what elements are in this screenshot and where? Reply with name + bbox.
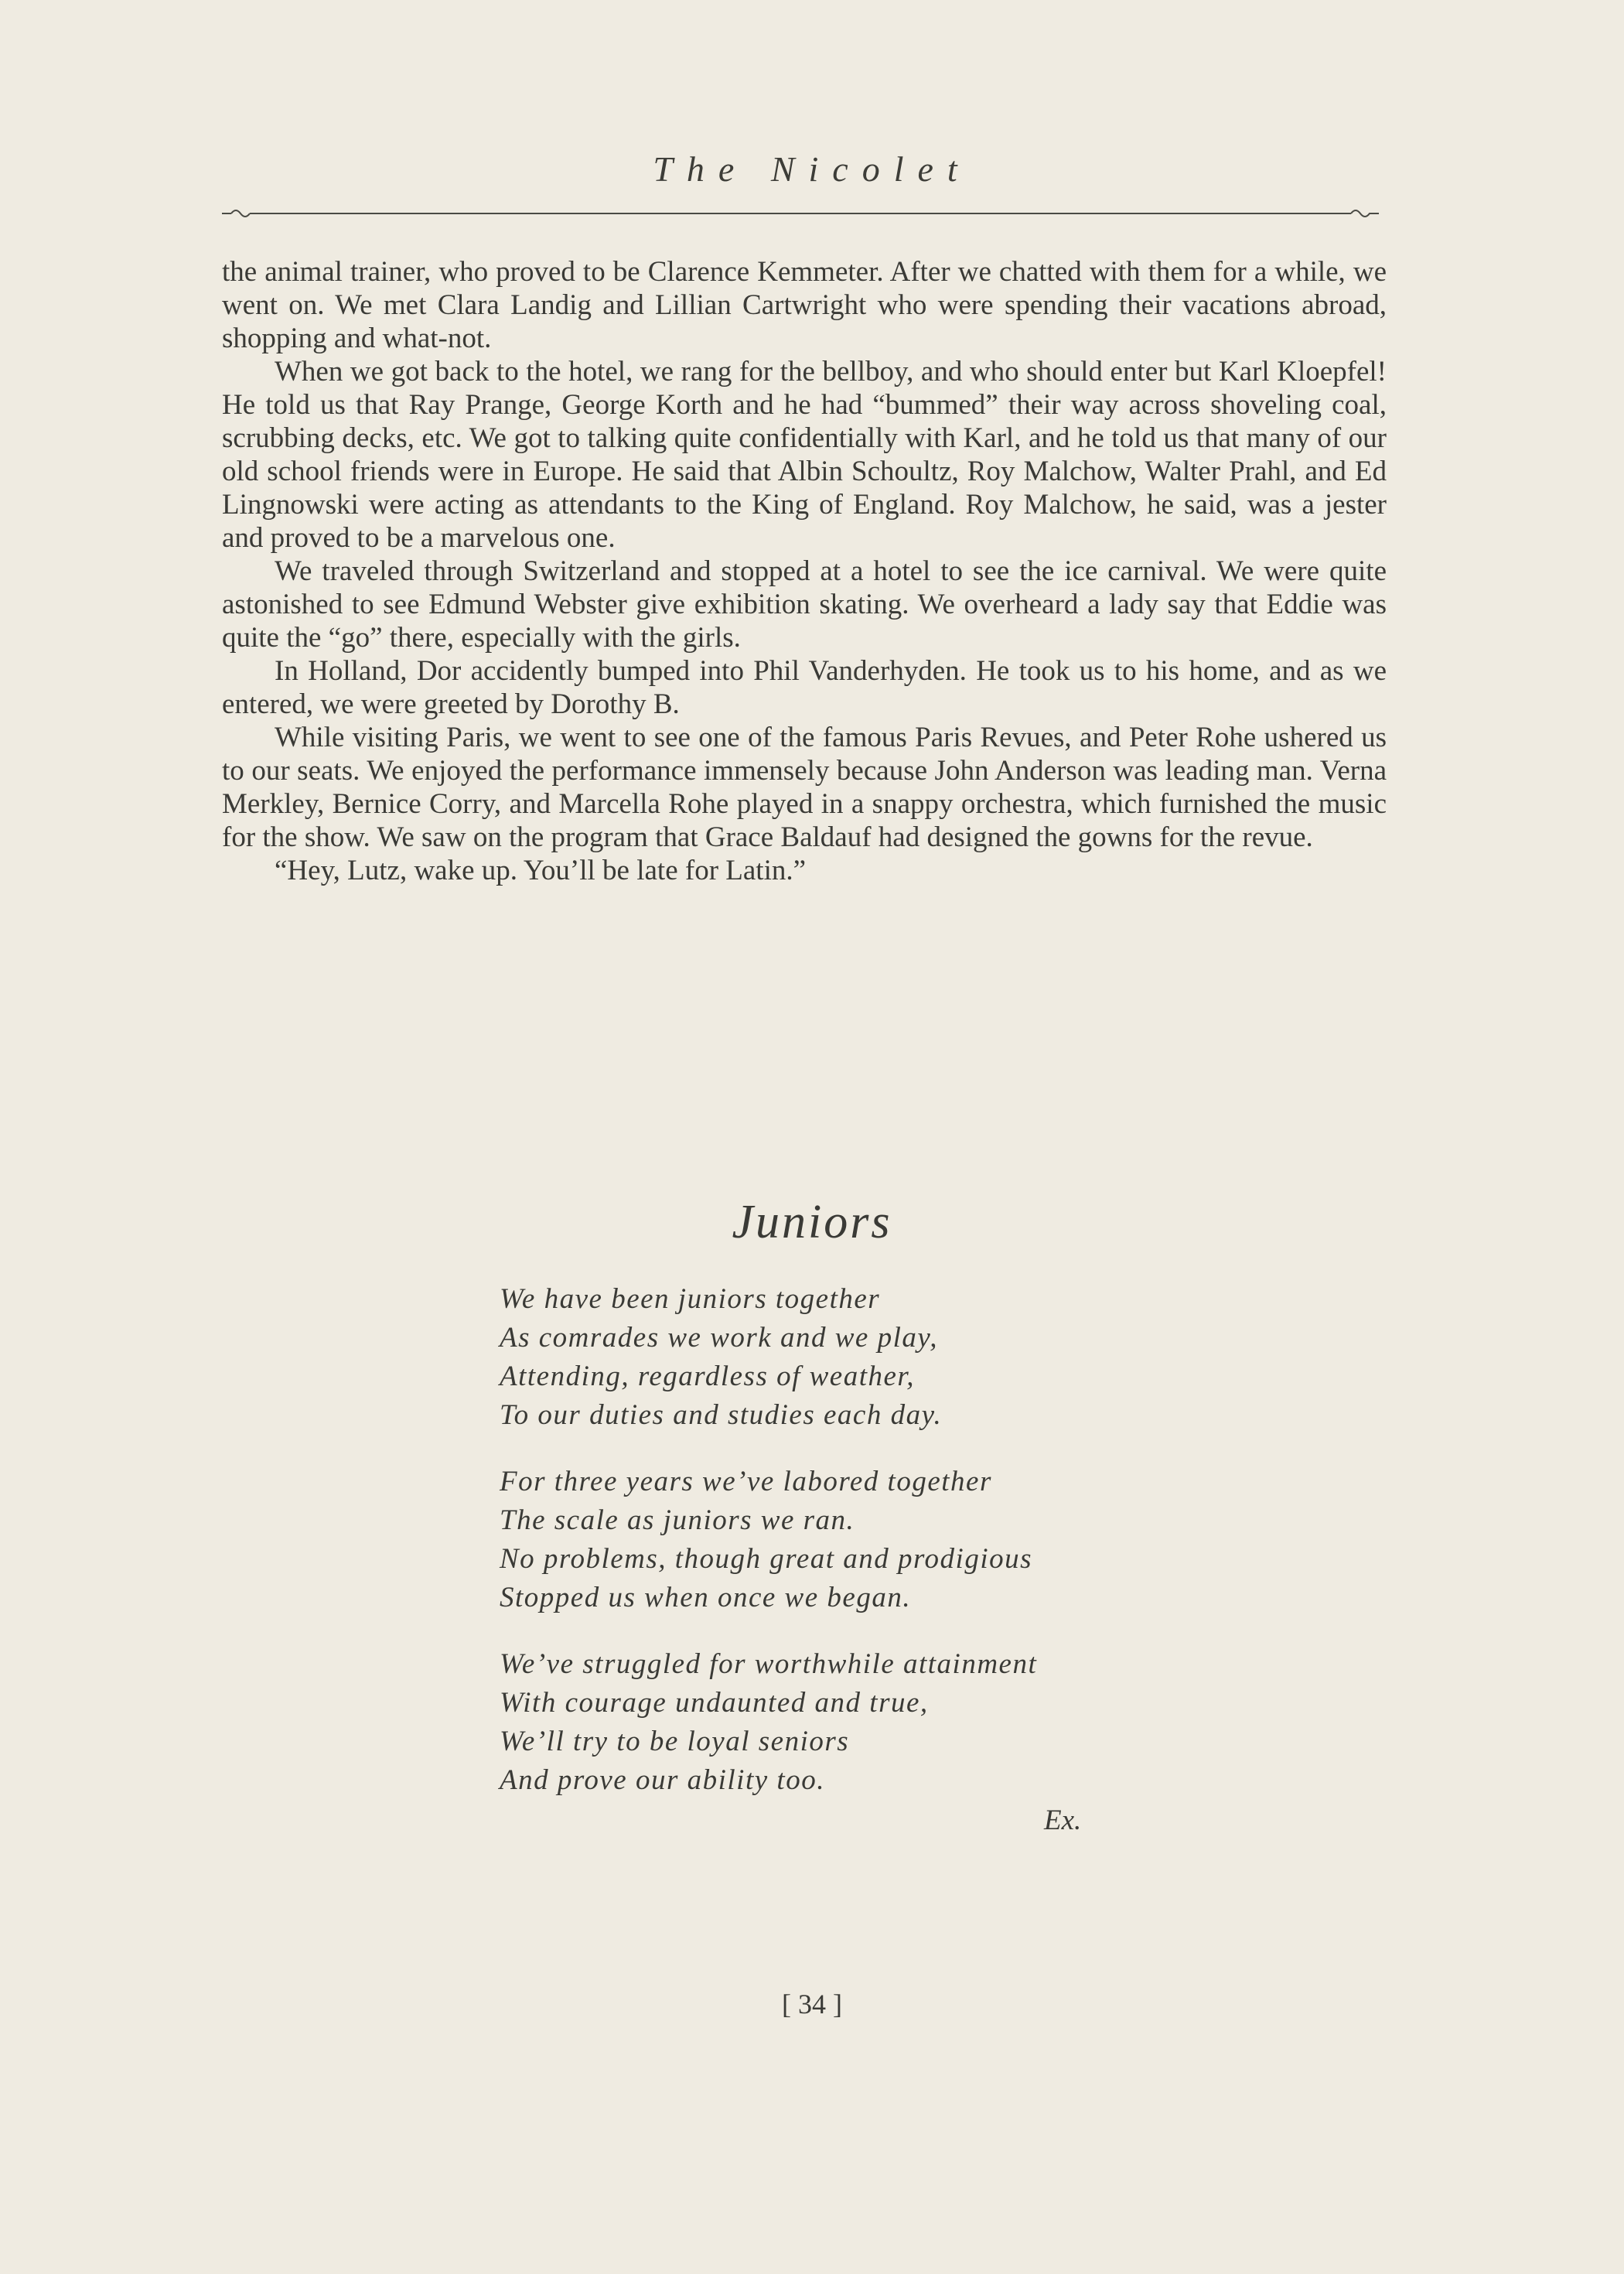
poem-line: And prove our ability too. <box>500 1764 825 1796</box>
poem-line: With courage undaunted and true, <box>500 1687 929 1719</box>
poem <box>500 1280 1134 1828</box>
poem-line: We’ll try to be loyal seniors <box>500 1726 850 1757</box>
article-paragraph: When we got back to the hotel, we rang for the bellboy, and who should enter but Karl Kloepfel! He told us that Ray Prange, George Korth and he had “bummed” their way across shoveling coal, scrubbing decks, etc. We got to talking quite confidentially with Karl, and he told us that many of our old school friends were in Europe. He said that Albin Schoultz, Roy Malchow, Walter Prahl, and Ed Lingnowski were acting as attendants to the King of England. Roy Malchow, he said, was a jester and proved to be a marvelous one. <box>222 356 1387 554</box>
poem-line: As comrades we work and we play, <box>500 1322 938 1354</box>
poem-line: The scale as juniors we ran. <box>500 1504 855 1536</box>
poem-title: Juniors <box>732 1196 892 1248</box>
left-flourish-icon <box>222 210 250 217</box>
poem-line: To our duties and studies each day. <box>500 1399 943 1431</box>
article-paragraph: the animal trainer, who proved to be Clarence Kemmeter. After we chatted with them for a while, we went on. We met Clara Landig and Lillian Cartwright who were spending their vacations abroad, shopping and what-not. <box>222 256 1387 354</box>
poem-stanza <box>500 1463 1134 1617</box>
article-paragraph: “Hey, Lutz, wake up. You’ll be late for Latin.” <box>275 855 807 886</box>
poem-attribution: Ex. <box>1044 1805 1082 1836</box>
poem-line: For three years we’ve labored together <box>500 1466 992 1497</box>
poem-stanza <box>500 1280 1134 1435</box>
article-paragraph: We traveled through Switzerland and stopped at a hotel to see the ice carnival. We were quite astonished to see Edmund Webster give exhibition skating. We overheard a lady say that Eddie was quite the “go” there, especially with the girls. <box>222 555 1387 654</box>
article-paragraph: While visiting Paris, we went to see one of the famous Paris Revues, and Peter Rohe ushered us to our seats. We enjoyed the performance immensely because John Anderson was leading man. Verna Merkley, Bernice Corry, and Marcella Rohe played in a snappy orchestra, which furnished the music for the show. We saw on the program that Grace Baldauf had designed the gowns for the revue. <box>222 722 1387 853</box>
article-paragraph: In Holland, Dor accidently bumped into Phil Vanderhyden. He took us to his home, and as we entered, we were greeted by Dorothy B. <box>222 655 1387 720</box>
poem-line: We’ve struggled for worthwhile attainment <box>500 1648 1038 1680</box>
poem-line: Attending, regardless of weather, <box>500 1361 915 1392</box>
page-number: [ 34 ] <box>782 1989 842 2020</box>
article-body <box>222 255 1387 887</box>
running-title: The Nicolet <box>653 149 971 189</box>
poem-line: We have been juniors together <box>500 1283 881 1315</box>
header-rule <box>220 200 1380 223</box>
right-flourish-icon <box>1351 210 1379 217</box>
poem-line: Stopped us when once we began. <box>500 1582 912 1613</box>
poem-stanza <box>500 1645 1134 1800</box>
poem-line: No problems, though great and prodigious <box>500 1543 1033 1575</box>
